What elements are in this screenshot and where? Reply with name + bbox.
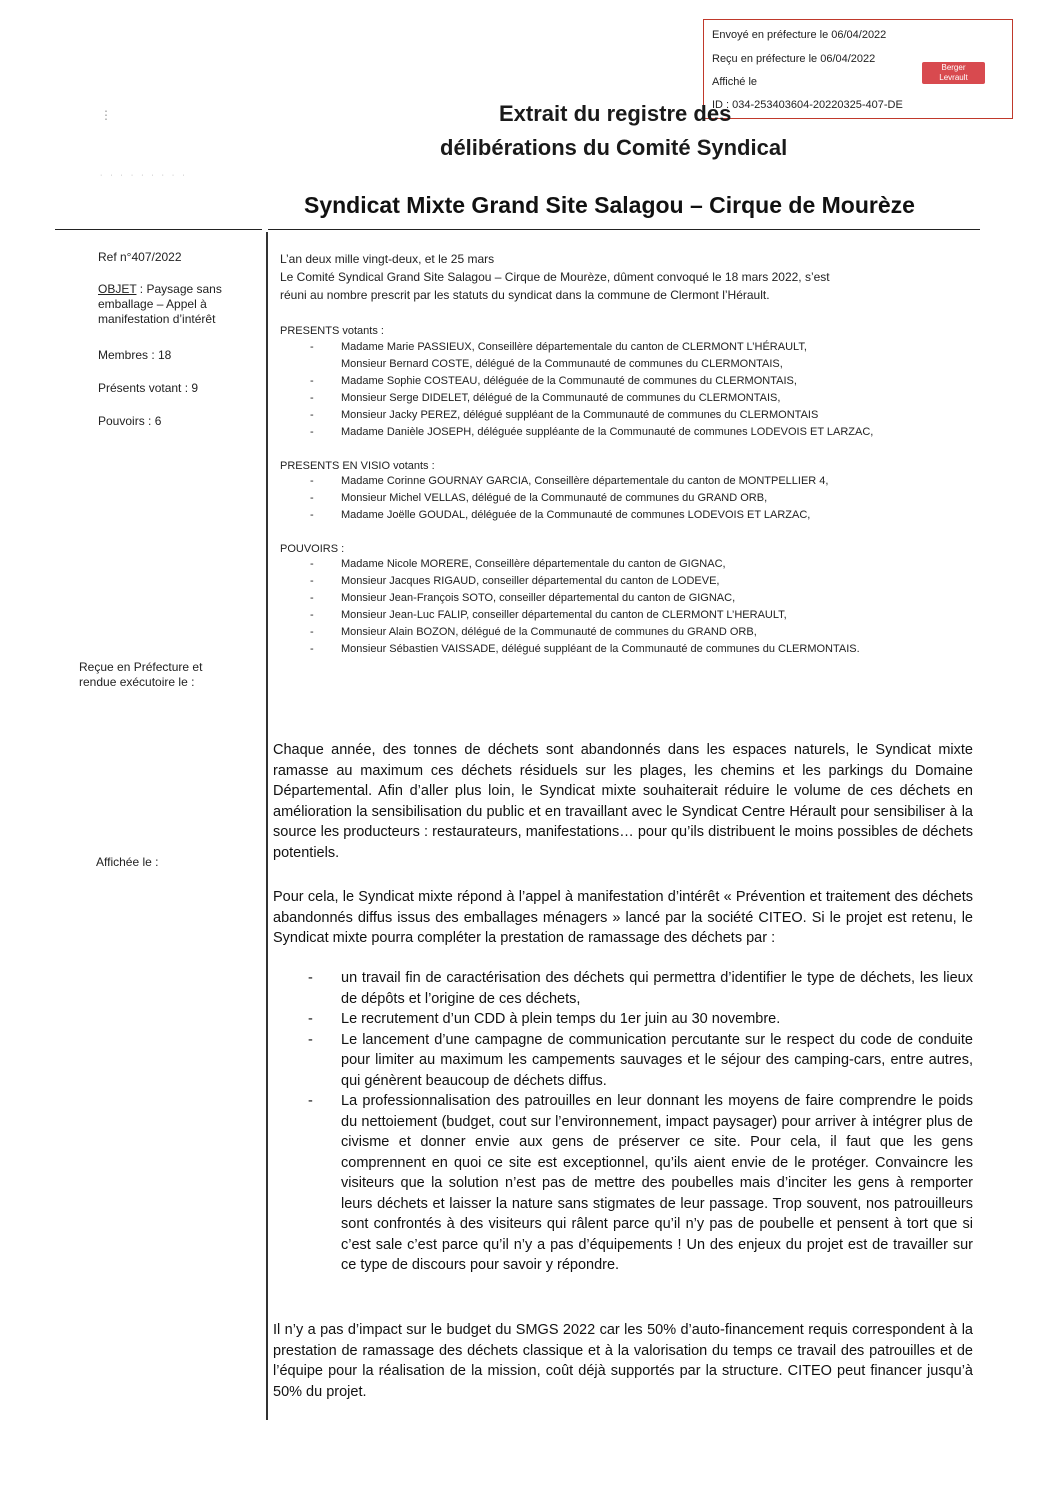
list-item: - Monsieur Serge DIDELET, délégué de la Communauté de communes du CLERMONTAIS, — [310, 392, 781, 404]
list-item: - Le lancement d’une campagne de communication percutante sur le respect du code de conduite pour limiter au maximum les campements sauvages et le séjour des camping-cars, entre autres, qui génèrent beaucoup de déchets diffus. — [308, 1030, 973, 1092]
intro-line-2: Le Comité Syndical Grand Site Salagou – Cirque de Mourèze, dûment convoqué le 18 mars 2022, s’est — [280, 270, 830, 284]
prefecture-stamp — [703, 19, 1013, 119]
list-item: - Monsieur Jacques RIGAUD, conseiller départemental du canton de LODEVE, — [310, 575, 720, 587]
vertical-rule — [266, 232, 268, 1420]
title-line-1: Extrait du registre des — [499, 101, 732, 126]
stamp-sent: Envoyé en préfecture le 06/04/2022 — [712, 29, 887, 41]
reception-date-label: Reçue en Préfecture et rendue exécutoire le : — [79, 660, 203, 689]
list-item: - un travail fin de caractérisation des déchets qui permettra d’identifier le type de déchets, les lieux de dépôts et l’origine de ces déchets, — [308, 968, 973, 1009]
list-item: - Madame Joëlle GOUDAL, déléguée de la Communauté de communes LODEVOIS ET LARZAC, — [310, 509, 811, 521]
display-date-label: Affichée le : — [96, 855, 159, 869]
pouvoirs-label: POUVOIRS : — [280, 543, 345, 555]
list-item: - Madame Sophie COSTEAU, déléguée de la Communauté de communes du CLERMONTAIS, — [310, 375, 797, 387]
presents-list — [310, 341, 873, 443]
objet-label: OBJET — [98, 282, 137, 296]
list-item: - Monsieur Jean-François SOTO, conseiller départemental du canton de GIGNAC, — [310, 592, 736, 604]
intro-line-3: réuni au nombre prescrit par les statuts du syndicat dans la commune de Clermont l’Hérault. — [280, 288, 770, 302]
list-item: - Monsieur Sébastien VAISSADE, délégué suppléant de la Communauté de communes du CLERMONTAIS. — [310, 643, 860, 655]
objet-text: : Paysage sans emballage – Appel à manifestation d’intérêt — [98, 282, 222, 326]
presents-count: Présents votant : 9 — [98, 381, 199, 395]
list-item: - Le recrutement d’un CDD à plein temps du 1er juin au 30 novembre. — [308, 1009, 973, 1030]
stamp-posted: Affiché le — [712, 76, 758, 88]
paragraph-context: Chaque année, des tonnes de déchets sont abandonnés dans les espaces naturels, le Syndicat mixte ramasse au maximum ces déchets résiduels sur les plages, les chemins et les parkings du Domaine Départemental. Afin d’aller plus loin, le Syndicat mixte souhaiterait réduire le volume de ces déchets en amélioration la sensibilisation du public et en travaillant avec le Syndicat Centre Hérault pour sensibiliser à la source les producteurs : restaurateurs, manifestations… pour qu’ils distribuent le moins possibles de déchets potentiels. — [273, 742, 973, 861]
paragraph-response: Pour cela, le Syndicat mixte répond à l’appel à manifestation d’intérêt « Prévention et traitement des déchets abandonnés diffus issus des emballages ménagers » lancé par la société CITEO. Si le projet est retenu, le Syndicat mixte pourra compléter la prestation de ramassage des déchets par : — [273, 889, 973, 946]
organization-title: Syndicat Mixte Grand Site Salagou – Cirque de Mourèze — [304, 192, 915, 218]
stamp-id: ID : 034-253403604-20220325-407-DE — [712, 99, 903, 111]
list-item: - Madame Corinne GOURNAY GARCIA, Conseillère départementale du canton de MONTPELLIER 4, — [310, 475, 829, 487]
list-item: - Madame Danièle JOSEPH, déléguée suppléante de la Communauté de communes LODEVOIS ET LARZAC, — [310, 426, 874, 438]
divider — [55, 229, 262, 230]
visio-label: PRESENTS EN VISIO votants : — [280, 460, 435, 472]
pouvoirs-list — [310, 558, 860, 660]
list-item: Monsieur Bernard COSTE, délégué de la Communauté de communes du CLERMONTAIS, — [341, 358, 783, 370]
stamp-received: Reçu en préfecture le 06/04/2022 — [712, 53, 876, 65]
berger-levrault-logo: Berger Levrault — [922, 62, 985, 84]
presents-label: PRESENTS votants : — [280, 325, 384, 337]
list-item: - Monsieur Jean-Luc FALIP, conseiller départemental du canton de CLERMONT L’HERAULT, — [310, 609, 787, 621]
emblem-icon: ⋮ — [100, 108, 112, 122]
emblem-mark: · · · · · · · · · — [100, 172, 188, 179]
intro-line-1: L’an deux mille vingt-deux, et le 25 mars — [280, 252, 495, 266]
title-line-2: délibérations du Comité Syndical — [440, 135, 788, 160]
list-item: - Monsieur Michel VELLAS, délégué de la Communauté de communes du GRAND ORB, — [310, 492, 768, 504]
list-item: - Monsieur Alain BOZON, délégué de la Communauté de communes du GRAND ORB, — [310, 626, 757, 638]
divider — [268, 229, 980, 230]
objet-field — [98, 282, 258, 327]
list-item: - La professionnalisation des patrouilles en leur donnant les moyens de faire comprendre le poids du nettoiement (budget, cout sur l’environnement, impact paysager) pour arriver à intégrer plus de civisme et donner envie aux gens de préserver ce site. Pour cela, il faut que les gens comprennent en quoi ce site est exceptionnel, qu’ils aient envie de le protéger. Convaincre les visiteurs que la solution n’est pas de mettre des poubelles mais d’inciter les gens à remporter leurs déchets et laisser la nature sans stigmates de leur passage. Trop souvent, nos patrouilleurs sont confrontés à des visiteurs qui râlent parce qu’il n’y pas de poubelle et pensent à tort que si c’est sale c’est parce qu’il n’y a pas d’équipements ! Un des enjeux du projet est de travailler sur ce type de discours pour savoir y répondre. — [308, 1091, 973, 1276]
paragraph-budget: Il n’y a pas d’impact sur le budget du SMGS 2022 car les 50% d’auto-financement requis correspondent à la prestation de ramassage des déchets classique et à la valorisation du temps ce travail des patrouilles et de l’équipe pour la réalisation de la mission, coût déjà supportés par la structure. CITEO peut financer jusqu’à 50% du projet. — [273, 1322, 973, 1400]
visio-list — [310, 475, 828, 526]
pouvoirs-count: Pouvoirs : 6 — [98, 414, 162, 428]
list-item: - Madame Nicole MORERE, Conseillère départementale du canton de GIGNAC, — [310, 558, 726, 570]
reference-number: Ref n°407/2022 — [98, 250, 182, 264]
membres-count: Membres : 18 — [98, 348, 172, 362]
list-item: - Monsieur Jacky PEREZ, délégué suppléant de la Communauté de communes du CLERMONTAIS — [310, 409, 819, 421]
actions-list — [308, 968, 973, 1276]
list-item: - Madame Marie PASSIEUX, Conseillère départementale du canton de CLERMONT L’HÉRAULT, — [310, 341, 807, 353]
